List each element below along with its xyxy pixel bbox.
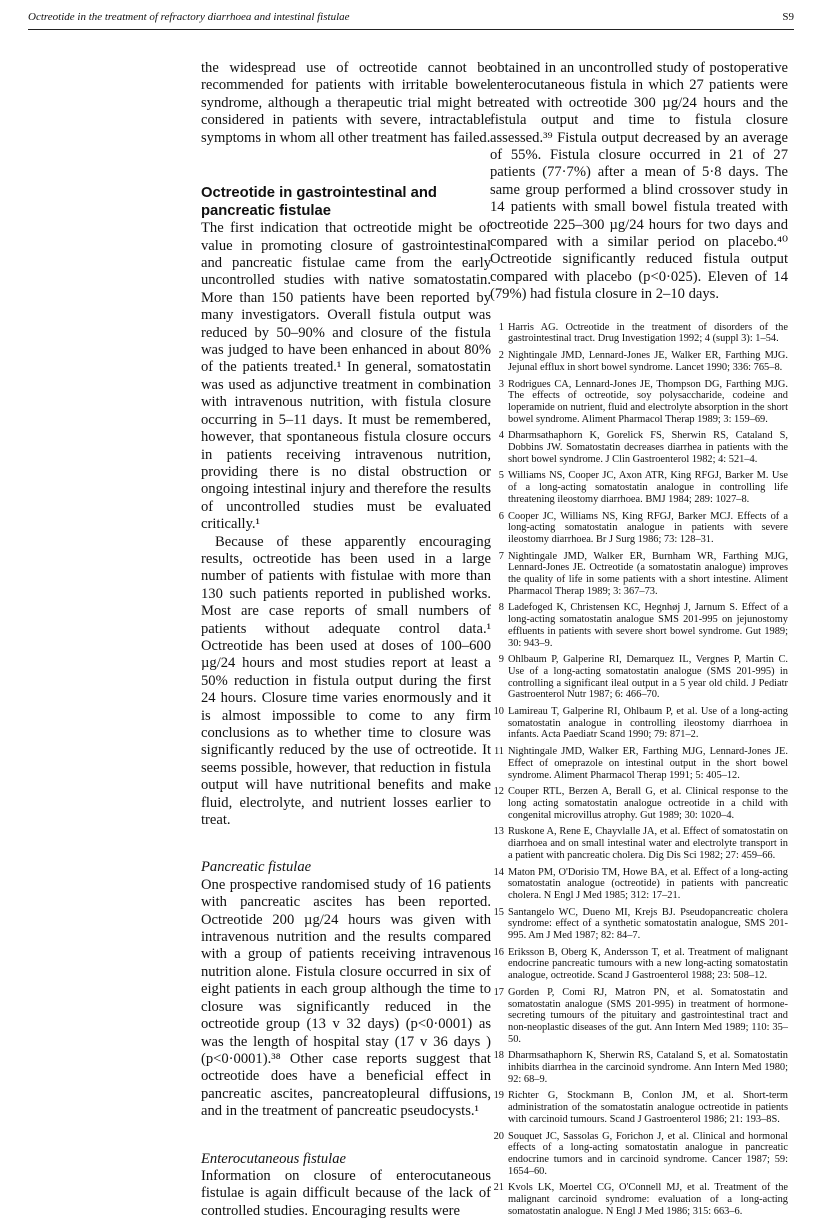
left-column [201, 60, 491, 1220]
fistulae-paragraph-2: Because of these apparently encouraging results, octreotide has been used in a large number of patients with fistulae with more than 130 such patients reported in published works. Most are case reports of small numbers of patients without adequate control data.¹ Octreotide has been used at doses of 100–600 µg/24 hours and most studies report at least a 50% reduction in fistula output during the first 24 hours. Closure time varies enormously and it is almost impossible to come to any firm conclusions as to whether time to closure was significantly reduced by the use of octreotide. It seems possible, however, that reduction in fistula output will have nutritional benefits and make fluid, electrolyte, and nutrient losses earlier to treat. [201, 533, 491, 829]
reference-number: 16 [493, 946, 504, 958]
reference-text: Nightingale JMD, Lennard-Jones JE, Walker ER, Farthing MJG. Jejunal efflux in short bowel syndrome. Lancet 1990; 336: 765–8. [508, 350, 788, 373]
pancreatic-paragraph: One prospective randomised study of 16 patients with pancreatic ascites has been reported. Octreotide 200 µg/24 hours was given with intravenous nutrition and the results compared with a group of patients receiving intravenous nutrition alone. Fistula closure occurred in six of eight patients in each group although the time to closure was significantly reduced in the octreotide group (13 v 32 days) (p<0·0001) as was the length of hospital stay (17 v 36 days ) (p<0·0001).³⁸ Other case reports suggest that octreotide does have a beneficial effect in pancreatic ascites, pancreatopleural diffusions, and in the treatment of pancreatic pseudocysts.¹ [201, 876, 491, 1120]
reference-number: 12 [493, 786, 504, 798]
reference-item [490, 706, 788, 741]
reference-item [490, 1090, 788, 1125]
reference-item [490, 322, 788, 345]
reference-text: Lamireau T, Galperine RI, Ohlbaum P, et al. Use of a long-acting somatostatin analogue in controlling ileostomy diarrhoea in infants. Acta Paediatr Scand 1990; 79: 871–2. [508, 706, 788, 741]
reference-item [490, 470, 788, 505]
reference-text: Ruskone A, Rene E, Chayvlalle JA, et al. Effect of somatostatin on diarrhoea and on small intestinal water and electrolyte transport in a patient with pancreatic cholera. Dig Dis Sci 1982; 27: 459–66. [508, 826, 788, 861]
reference-number: 9 [498, 654, 504, 666]
reference-text: Nightingale JMD, Walker ER, Farthing MJG, Lennard-Jones JE. Effect of omeprazole on intestinal output in the short bowel syndrome. Aliment Pharmacol Therap 1991; 5: 405–12. [508, 746, 788, 781]
reference-text: Rodrigues CA, Lennard-Jones JE, Thompson DG, Farthing MJG. The effects of octreotide, soy polysaccharide, codeine and loperamide on nutrient, fluid and electrolyte absorption in the short bowel syndrome. Aliment Pharmacol Therap 1989; 3: 159–69. [508, 378, 788, 425]
reference-text: Maton PM, O'Dorisio TM, Howe BA, et al. Effect of a long-acting somatostatin analogue (octreotide) in patients with pancreatic cholera. N Engl J Med 1985; 312: 17–21. [508, 866, 788, 901]
reference-text: Ohlbaum P, Galperine RI, Demarquez IL, Vergnes P, Martin C. Use of a long-acting somatostatin analogue (SMS 201-995) in controlling a significant ileal output in a 5 year old child. J Pediatr Gastroenterol Nutr 1987; 6: 466–70. [508, 654, 788, 701]
header-rule [28, 29, 794, 30]
reference-item [490, 907, 788, 942]
reference-text: Santangelo WC, Dueno MI, Krejs BJ. Pseudopancreatic cholera syndrome: effect of a synthetic somatostatin analogue, SMS 201-995. Am J Med 1987; 82: 84–7. [508, 906, 788, 942]
right-column [490, 60, 788, 1223]
reference-text: Gorden P, Comi RJ, Matron PN, et al. Somatostatin and somatostatin analogue (SMS 201-995) in treatment of hormone-secreting tumours of the pituitary and gastrointestinal tract and non-neoplastic diseases of the gut. Ann Intern Med 1989; 110: 35–50. [508, 986, 788, 1045]
reference-number: 18 [493, 1050, 504, 1062]
reference-number: 6 [498, 510, 504, 522]
reference-text: Kvols LK, Moertel CG, O'Connell MJ, et al. Treatment of the malignant carcinoid syndrome: evaluation of a long-acting somatostatin analogue. N Engl J Med 1986; 315: 663–6. [508, 1182, 788, 1217]
reference-number: 17 [493, 986, 504, 998]
reference-text: Richter G, Stockmann B, Conlon JM, et al. Short-term administration of the somatostatin analogue octreotide in patients with carcinoid tumours. Scand J Gastroenterol 1986; 21: 193–8S. [508, 1090, 788, 1125]
reference-item [490, 551, 788, 598]
section-heading-fistulae: Octreotide in gastrointestinal and pancreatic fistulae [201, 185, 437, 219]
reference-number: 13 [493, 826, 504, 838]
reference-item [490, 746, 788, 781]
reference-number: 1 [498, 321, 504, 333]
reference-item [490, 602, 788, 649]
reference-text: Couper RTL, Berzen A, Berall G, et al. Clinical response to the long acting somatostatin analogue octreotide in a child with congenital microvillus atrophy. Gut 1989; 30: 1020–4. [508, 786, 788, 821]
reference-text: Souquet JC, Sassolas G, Forichon J, et al. Clinical and hormonal effects of a long-acting somatostatin analogue in pancreatic endocrine tumors and in carcinoid syndrome. Cancer 1987; 59: 1654–60. [508, 1130, 788, 1177]
reference-item [490, 947, 788, 982]
subheading-enterocutaneous: Enterocutaneous fistulae [201, 1150, 346, 1167]
reference-number: 3 [498, 378, 504, 390]
reference-number: 5 [498, 470, 504, 482]
reference-item [490, 430, 788, 465]
reference-number: 10 [493, 706, 504, 718]
reference-item [490, 867, 788, 902]
reference-number: 19 [493, 1090, 504, 1102]
reference-number: 14 [493, 866, 504, 878]
reference-number: 20 [493, 1130, 504, 1142]
reference-item [490, 1131, 788, 1178]
reference-number: 8 [498, 602, 504, 614]
subheading-pancreatic: Pancreatic fistulae [201, 859, 312, 876]
reference-item [490, 379, 788, 426]
reference-text: Harris AG. Octreotide in the treatment of disorders of the gastrointestinal tract. Drug Investigation 1992; 4 (suppl 3): 1–54. [508, 321, 788, 345]
intro-paragraph: the widespread use of octreotide cannot be recommended for patients with irritable bowel syndrome, although a therapeutic trial might be considered in patients with severe, intractable symptoms in whom all other treatment has failed. [201, 60, 491, 146]
reference-number: 21 [493, 1182, 504, 1194]
page-number: S9 [782, 11, 794, 23]
reference-number: 11 [493, 746, 504, 758]
running-title: Octreotide in the treatment of refractory diarrhoea and intestinal fistulae [28, 11, 350, 23]
reference-text: Dharmsathaphorn K, Gorelick FS, Sherwin RS, Cataland S, Dobbins JW. Somatostatin decreases diarrhea in patients with the short bowel syndrome. J Clin Gastroenterol 1982; 4: 521–4. [508, 430, 788, 465]
reference-number: 15 [493, 906, 504, 918]
reference-text: Eriksson B, Oberg K, Andersson T, et al. Treatment of malignant endocrine pancreatic tumours with a new long-acting somatostatin analogue, octreotide. Scand J Gastroenterol 1988; 23: 508–12. [508, 946, 788, 982]
reference-text: Williams NS, Cooper JC, Axon ATR, King RFGJ, Barker M. Use of a long-acting somatostatin analogue in controlling life threatening ileostomy diarrhoea. BMJ 1984; 289: 1027–8. [508, 470, 788, 505]
reference-number: 4 [498, 430, 504, 442]
reference-number: 7 [498, 550, 504, 562]
reference-item [490, 654, 788, 701]
reference-text: Cooper JC, Williams NS, King RFGJ, Barker MCJ. Effects of a long-acting somatostatin analogue in patients with severe ileostomy diarrhoea. Br J Surg 1986; 73: 128–31. [508, 510, 788, 545]
reference-list [490, 322, 788, 1218]
reference-item [490, 511, 788, 546]
reference-item [490, 1182, 788, 1217]
reference-item [490, 826, 788, 861]
reference-item [490, 987, 788, 1046]
continuation-paragraph: obtained in an uncontrolled study of postoperative enterocutaneous fistula in which 27 patients were treated with octreotide 300 µg/24 hours and the fistula output and time to fistula closure assessed.³⁹ Fistula output decreased by an average of 55%. Fistula closure occurred in 21 of 27 patients (77·7%) after a mean of 5·8 days. The same group performed a blind crossover study in 14 patients with small bowel fistula treated with octreotide 225–300 µg/24 hours for two days and compared with a similar period on placebo.⁴⁰ Octreotide significantly reduced fistula output compared with placebo (p<0·025). Eleven of 14 (79%) had fistula closure in 2–10 days. [490, 60, 788, 303]
running-header [28, 10, 794, 30]
reference-text: Ladefoged K, Christensen KC, Hegnhøj J, Jarnum S. Effect of a long-acting somatostatin analogue SMS 201-995 on jejunostomy effluents in patients with severe short bowel syndrome. Gut 1989; 30: 943–9. [508, 602, 788, 649]
reference-item [490, 1050, 788, 1085]
reference-text: Nightingale JMD, Walker ER, Burnham WR, Farthing MJG, Lennard-Jones JE. Octreotide (a somatostatin analogue) improves the quality of life in some patients with a short intestine. Aliment Pharmacol Therap 1989; 3: 367–73. [508, 550, 788, 597]
reference-item [490, 350, 788, 373]
reference-number: 2 [498, 350, 504, 362]
reference-item [490, 786, 788, 821]
fistulae-paragraph-1: The first indication that octreotide might be of value in promoting closure of gastrointestinal and pancreatic fistulae came from the early uncontrolled studies with native somatostatin. More than 150 patients have been reported by many investigators. Overall fistula output was reduced by 50–90% and closure of the fistula was judged to have been enhanced in about 80% of the patients treated.¹ In general, somatostatin was used as adjunctive treatment in combination with intravenous nutrition, with fistula closure occurring in 5–11 days. It must be remembered, however, that spontaneous fistula closure occurs in patients receiving intravenous nutrition, providing there is no distal obstruction or ongoing intestinal injury and therefore the results of uncontrolled studies must be evaluated critically.¹ [201, 220, 491, 533]
enterocutaneous-paragraph: Information on closure of enterocutaneous fistulae is again difficult because of the lack of controlled studies. Encouraging results were [201, 1167, 491, 1219]
reference-text: Dharmsathaphorn K, Sherwin RS, Cataland S, et al. Somatostatin inhibits diarrhea in the carcinoid syndrome. Ann Intern Med 1980; 92: 68–9. [508, 1050, 788, 1085]
